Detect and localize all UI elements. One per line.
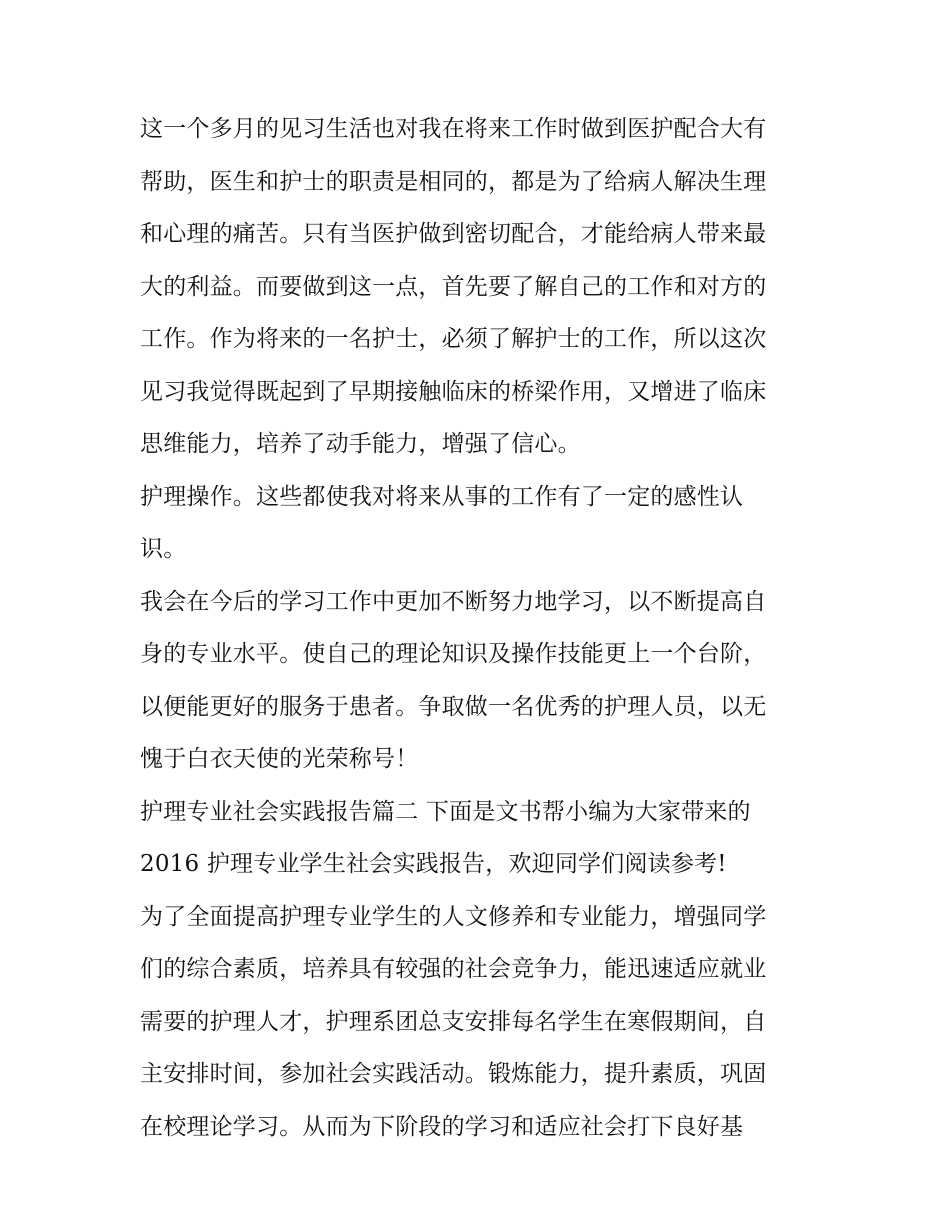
text-line: 主安排时间，参加社会实践活动。锻炼能力，提升素质，巩固 — [140, 1061, 767, 1087]
document-body — [140, 103, 820, 1153]
text-line: 护理专业社会实践报告篇二 下面是文书帮小编为大家带来的 — [140, 798, 751, 825]
text-line: 见习我觉得既起到了早期接触临床的桥梁作用，又增进了临床 — [140, 378, 767, 405]
text-line: 工作。作为将来的一名护士，必须了解护士的工作，所以这次 — [140, 326, 767, 352]
text-line: 思维能力，培养了动手能力，增强了信心。 — [140, 431, 581, 457]
text-line: 识。 — [140, 536, 187, 562]
text-line: 身的专业水平。使自己的理论知识及操作技能更上一个台阶， — [140, 641, 767, 667]
text-line: 为了全面提高护理专业学生的人文修养和专业能力，增强同学 — [140, 903, 767, 930]
text-line: 我会在今后的学习工作中更加不断努力地学习，以不断提高自 — [140, 588, 767, 615]
text-line: 愧于白衣天使的光荣称号！ — [140, 746, 419, 772]
text-line: 2016 护理专业学生社会实践报告，欢迎同学们阅读参考! — [140, 851, 727, 877]
text-line: 以便能更好的服务于患者。争取做一名优秀的护理人员，以无 — [140, 693, 767, 720]
text-line: 帮助，医生和护士的职责是相同的，都是为了给病人解决生理 — [140, 168, 767, 195]
text-line: 需要的护理人才，护理系团总支安排每名学生在寒假期间，自 — [140, 1008, 767, 1035]
text-line: 这一个多月的见习生活也对我在将来工作时做到医护配合大有 — [140, 116, 767, 142]
text-line: 在校理论学习。从而为下阶段的学习和适应社会打下良好基 — [140, 1113, 744, 1140]
text-line: 大的利益。而要做到这一点，首先要了解自己的工作和对方的 — [140, 273, 767, 300]
text-line: 们的综合素质，培养具有较强的社会竞争力，能迅速适应就业 — [140, 956, 767, 982]
text-line: 和心理的痛苦。只有当医护做到密切配合，才能给病人带来最 — [140, 221, 767, 247]
text-line: 护理操作。这些都使我对将来从事的工作有了一定的感性认 — [140, 483, 744, 510]
